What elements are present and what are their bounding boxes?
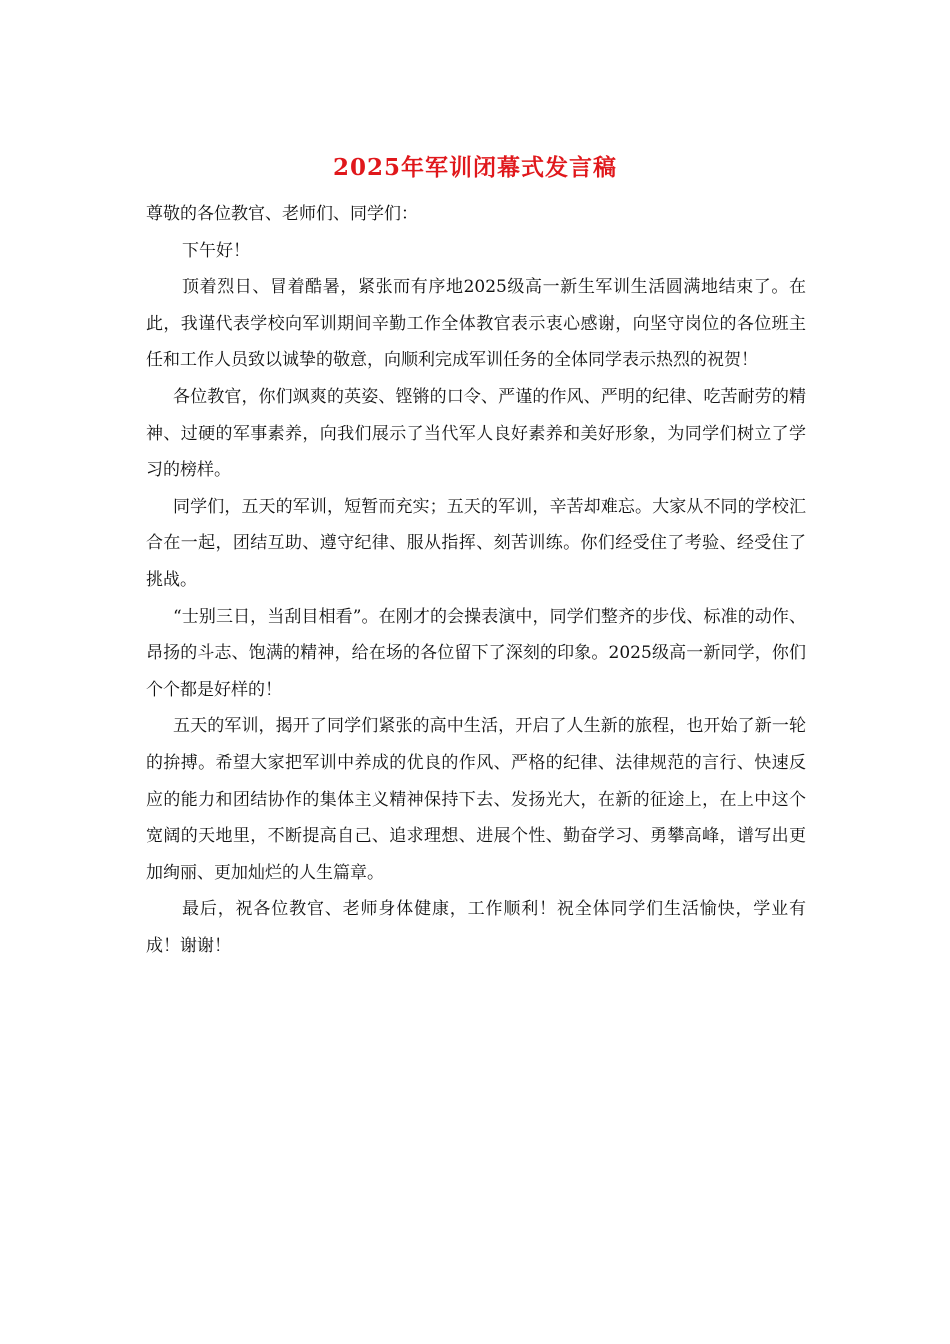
- paragraph-opening: 顶着烈日、冒着酷暑，紧张而有序地2025级高一新生军训生活圆满地结束了。在此，我谨代表学校向军训期间辛勤工作全体教官表示衷心感谢，向坚守岗位的各位班主任和工作人员致以诚挚的敬意，向顺利完成军训任务的全体同学表示热烈的祝贺！: [146, 277, 806, 371]
- document-body: [146, 196, 806, 964]
- paragraph-instructors: 各位教官，你们飒爽的英姿、铿锵的口令、严谨的作风、严明的纪律、吃苦耐劳的精神、过硬的军事素养，向我们展示了当代军人良好素养和美好形象，为同学们树立了学习的榜样。: [146, 386, 806, 481]
- salutation: 尊敬的各位教官、老师们、同学们：: [146, 204, 418, 224]
- paragraph-closing: 最后，祝各位教官、老师身体健康，工作顺利！祝全体同学们生活愉快，学业有成！谢谢！: [146, 899, 806, 956]
- paragraph-performance: “士别三日，当刮目相看”。在刚才的会操表演中，同学们整齐的步伐、标准的动作、昂扬的斗志、饱满的精神，给在场的各位留下了深刻的印象。2025级高一新同学，你们个个都是好样的！: [146, 606, 806, 700]
- paragraph-hopes: 五天的军训，揭开了同学们紧张的高中生活，开启了人生新的旅程，也开始了新一轮的拚搏。希望大家把军训中养成的优良的作风、严格的纪律、法律规范的言行、快速反应的能力和团结协作的集体主义精神保持下去、发扬光大，在新的征途上，在上中这个宽阔的天地里，不断提高自己、追求理想、进展个性、勤奋学习、勇攀高峰，谱写出更加绚丽、更加灿烂的人生篇章。: [146, 716, 806, 883]
- paragraph-students: 同学们，五天的军训，短暂而充实；五天的军训，辛苦却难忘。大家从不同的学校汇合在一起，团结互助、遵守纪律、服从指挥、刻苦训练。你们经受住了考验、经受住了挑战。: [146, 496, 806, 590]
- paragraph-greeting: 下午好！: [182, 240, 250, 261]
- document-title: 2025年军训闭幕式发言稿: [332, 154, 617, 181]
